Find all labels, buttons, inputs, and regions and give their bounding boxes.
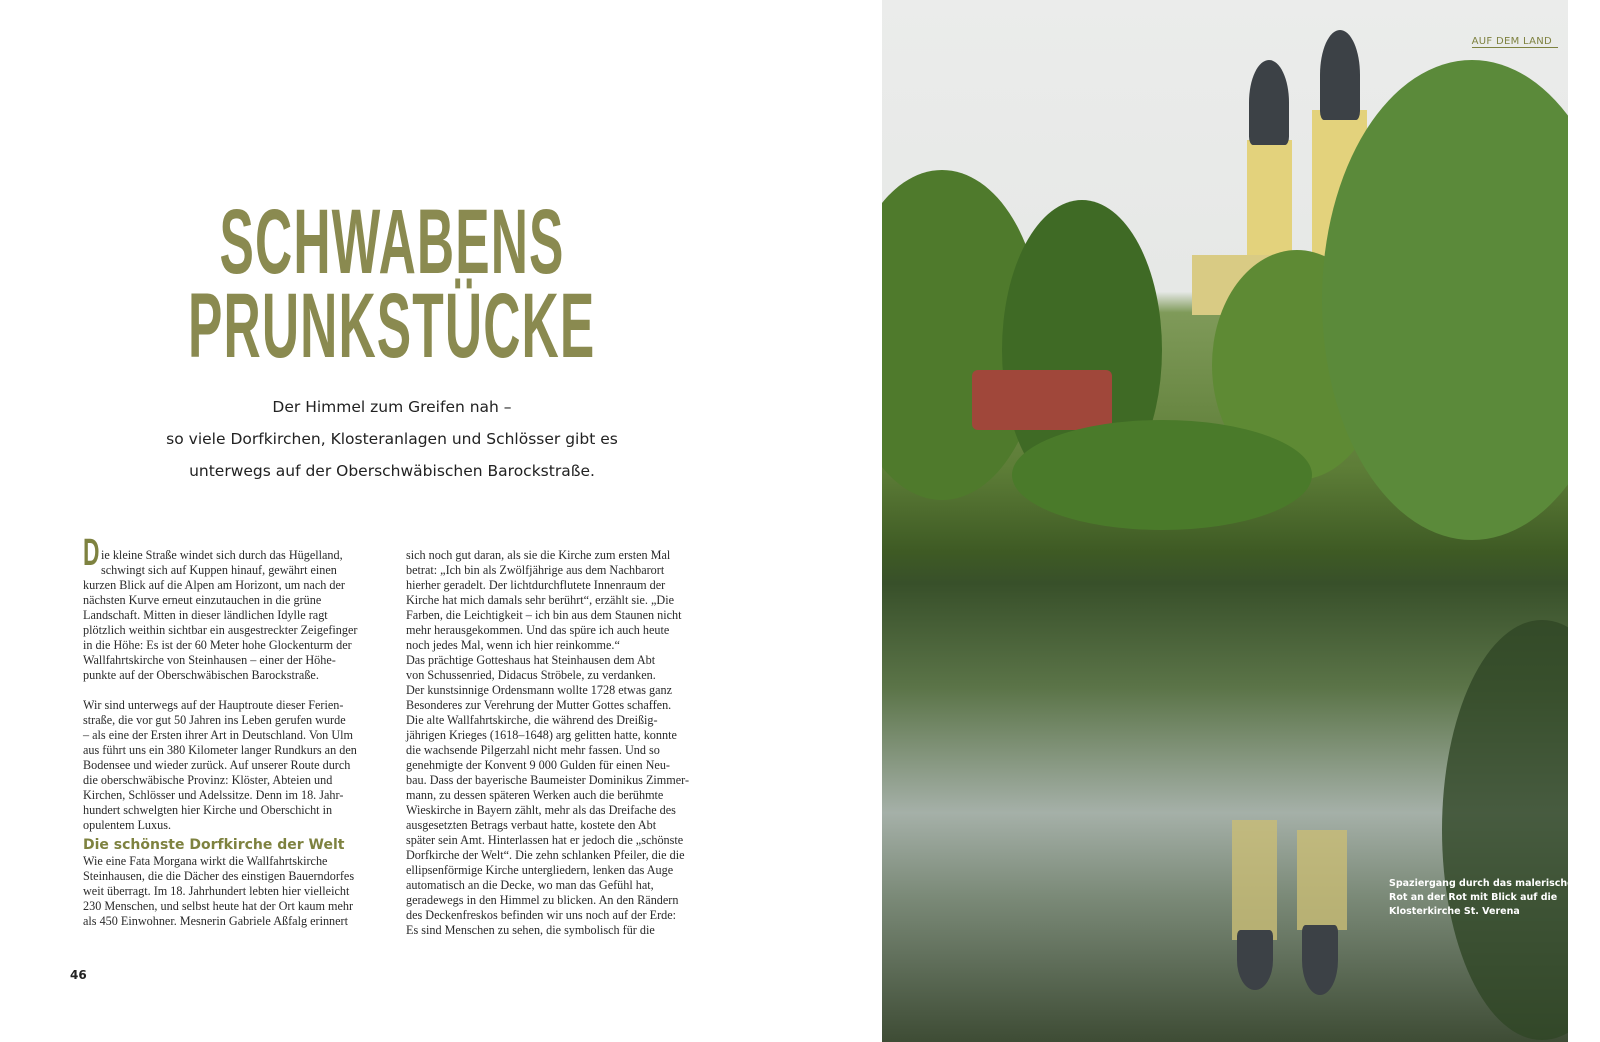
body-line: Wallfahrtskirche von Steinhausen – einer der Höhe- (83, 653, 336, 667)
caption-line: Spaziergang durch das malerische (1389, 878, 1574, 889)
body-line: die oberschwäbische Provinz: Klöster, Abteien und (83, 773, 333, 787)
body-line: Die kleine Straße windet sich durch das Hügelland, (83, 532, 343, 574)
body-line: punkte auf der Oberschwäbischen Barockstraße. (83, 668, 319, 682)
body-line: jährigen Krieges (1618–1648) arg gelitten hatte, konnte (406, 728, 677, 742)
body-line: bau. Dass der bayerische Baumeister Dominikus Zimmer- (406, 773, 690, 787)
photo-caption (1389, 877, 1574, 919)
caption-line: Rot an der Rot mit Blick auf die (1389, 892, 1558, 903)
body-line: als 450 Einwohner. Mesnerin Gabriele Aßfalg erinnert (83, 914, 348, 928)
body-line: hierher geradelt. Der lichtdurchflutete Innenraum der (406, 578, 666, 592)
reflection-dome-left (1237, 930, 1273, 990)
body-line: von Schussenried, Didacus Ströbele, zu verdanken. (406, 668, 656, 682)
body-line: betrat: „Ich bin als Zwölfjährige aus dem Nachbarort (406, 563, 665, 577)
subtitle-line: so viele Dorfkirchen, Klosteranlagen und Schlösser gibt es (166, 430, 618, 448)
body-line: die wachsende Pilgerzahl nicht mehr fassen. Und so (406, 743, 660, 757)
running-head: AUF DEM LAND (1472, 36, 1558, 48)
reflection-dome-right (1302, 925, 1338, 995)
hedge (1012, 420, 1312, 530)
body-line: straße, die vor gut 50 Jahren ins Leben gerufen wurde (83, 713, 346, 727)
body-line: opulentem Luxus. (83, 818, 172, 832)
body-line: mehr herausgekommen. Und das spüre ich auch heute (406, 623, 670, 637)
tower-dome-left (1249, 60, 1289, 145)
headline-line-2: PRUNKSTÜCKE (188, 275, 596, 377)
body-line: Bodensee und wieder zurück. Auf unserer Route durch (83, 758, 351, 772)
body-line: Wieskirche in Bayern zählt, mehr als das Dreifache des (406, 803, 676, 817)
body-line: des Deckenfreskos befinden wir uns noch auf der Erde: (406, 908, 677, 922)
section-heading: Die schönste Dorfkirche der Welt (83, 837, 345, 853)
caption-line: Klosterkirche St. Verena (1389, 906, 1520, 917)
body-line: geradewegs in den Himmel zu blicken. An den Rändern (406, 893, 679, 907)
body-line: Es sind Menschen zu sehen, die symbolisch für die (406, 923, 655, 937)
body-line: ausgesetzten Betrags verbaut hatte, kostete den Abt (406, 818, 657, 832)
body-line: plötzlich weithin sichtbar ein ausgestreckter Zeigefinger (83, 623, 358, 637)
body-line: hundert schwelgten hier Kirche und Oberschicht in (83, 803, 333, 817)
headline-line-1: SCHWABENS (219, 191, 565, 293)
page-number: 46 (70, 968, 87, 982)
body-line: Wir sind unterwegs auf der Hauptroute dieser Ferien- (83, 698, 344, 712)
body-line: Die alte Wallfahrtskirche, die während des Dreißig- (406, 713, 658, 727)
church-tower-left (1247, 140, 1292, 260)
body-column-1 (83, 532, 383, 929)
body-line: schwingt sich auf Kuppen hinauf, gewährt einen (101, 563, 337, 577)
body-line: Dorfkirche der Welt“. Die zehn schlanken Pfeiler, die die (406, 848, 685, 862)
body-line: später sein Amt. Hinterlassen hat er jedoch die „schönste (406, 833, 684, 847)
subtitle-line: unterwegs auf der Oberschwäbischen Barockstraße. (189, 462, 595, 480)
body-line: Der kunstsinnige Ordensmann wollte 1728 etwas ganz (406, 683, 673, 697)
body-line: 230 Menschen, und selbst heute hat der Ort kaum mehr (83, 899, 354, 913)
body-line: mann, zu dessen späteren Werken auch die berühmte (406, 788, 664, 802)
body-line: Wie eine Fata Morgana wirkt die Wallfahrtskirche (83, 854, 328, 868)
body-line: noch jedes Mal, wenn ich hier reinkomme.“ (406, 638, 620, 652)
body-line: Besonderes zur Verehrung der Mutter Gottes schaffen. (406, 698, 672, 712)
body-line: nächsten Kurve erneut einzutauchen in die grüne (83, 593, 322, 607)
body-line: sich noch gut daran, als sie die Kirche zum ersten Mal (406, 548, 671, 562)
subtitle (0, 391, 784, 487)
drop-cap: D (83, 532, 100, 574)
body-line: automatisch an die Decke, wo man das Gefühl hat, (406, 878, 654, 892)
body-line: ellipsenförmige Kirche untergliedern, lenken das Auge (406, 863, 674, 877)
body-line: Kirchen, Schlösser und Adelssitze. Denn im 18. Jahr- (83, 788, 344, 802)
reflection-tower-right (1297, 830, 1347, 930)
subtitle-line: Der Himmel zum Greifen nah – (272, 398, 512, 416)
tower-dome-right (1320, 30, 1360, 120)
body-column-2 (406, 548, 706, 938)
body-line: kurzen Blick auf die Alpen am Horizont, um nach der (83, 578, 345, 592)
body-line: weit überragt. Im 18. Jahrhundert lebten hier vielleicht (83, 884, 350, 898)
reflection-tower-left (1232, 820, 1277, 940)
reflection-willow (1442, 620, 1568, 1040)
red-roof (972, 370, 1112, 430)
body-line: genehmigte der Konvent 9 000 Gulden für einen Neu- (406, 758, 670, 772)
body-line: Steinhausen, die die Dächer des einstigen Bauerndorfes (83, 869, 355, 883)
body-line: in die Höhe: Es ist der 60 Meter hohe Glockenturm der (83, 638, 352, 652)
body-line: Das prächtige Gotteshaus hat Steinhausen dem Abt (406, 653, 656, 667)
body-line: – als eine der Ersten ihrer Art in Deutschland. Von Ulm (83, 728, 353, 742)
body-line: Landschaft. Mitten in dieser ländlichen Idylle ragt (83, 608, 328, 622)
body-line: aus führt uns ein 380 Kilometer langer Rundkurs an den (83, 743, 357, 757)
body-line: Farben, die Leichtigkeit – ich bin aus dem Staunen nicht (406, 608, 682, 622)
body-line: Kirche hat mich damals sehr berührt“, erzählt sie. „Die (406, 593, 675, 607)
